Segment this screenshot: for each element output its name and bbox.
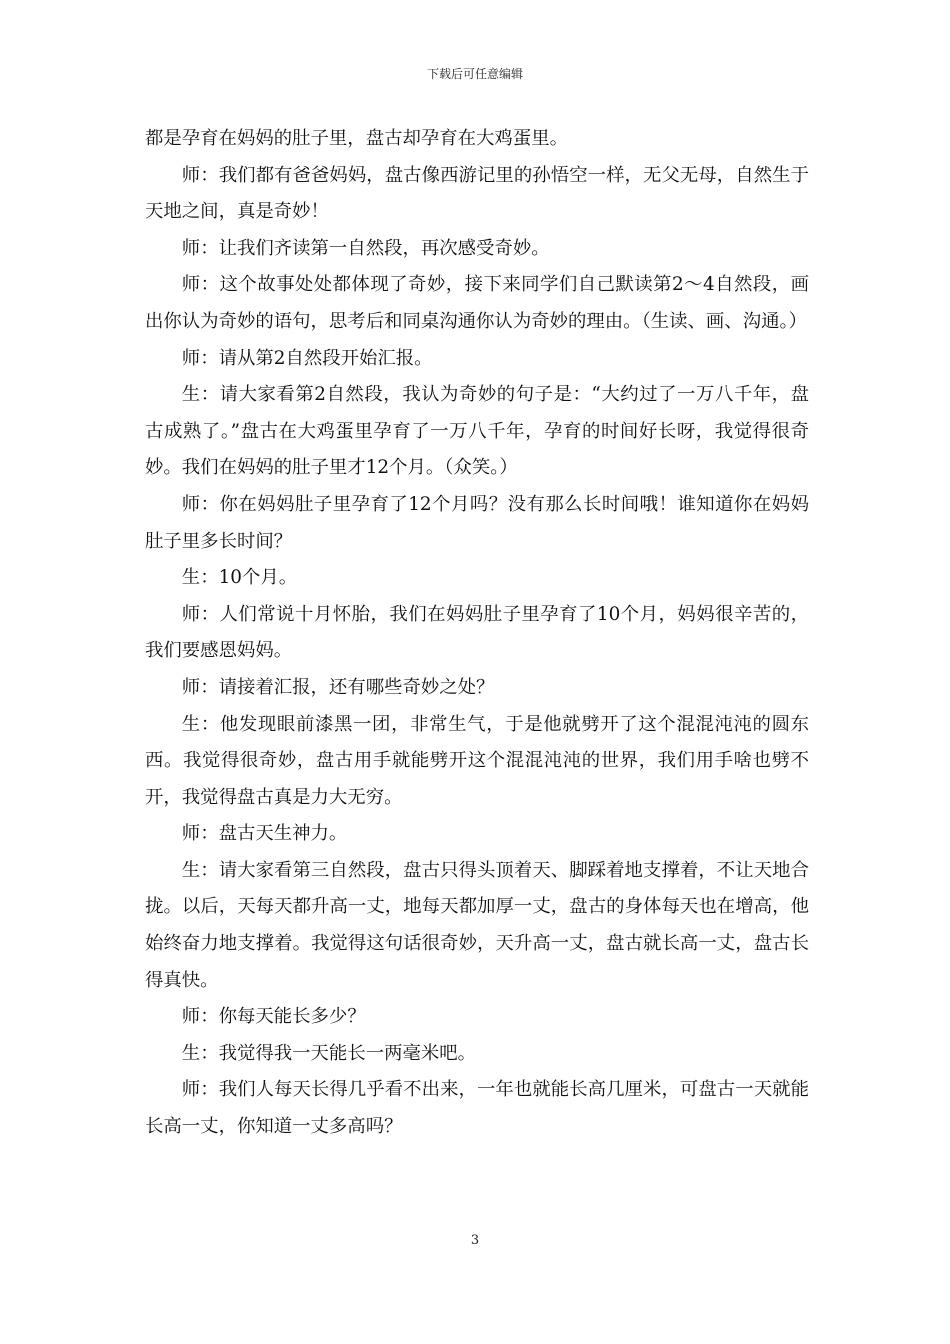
paragraph: 师：我们人每天长得几乎看不出来，一年也就能长高几厘米，可盘古一天就能长高一丈，你知道一丈多高吗？: [145, 1079, 809, 1138]
page-header: 下载后可任意编辑: [426, 67, 523, 81]
page-number: 3: [470, 1233, 480, 1248]
paragraph: 师：你在妈妈肚子里孕育了12个月吗？没有那么长时间哦！谁知道你在妈妈肚子里多长时间？: [145, 493, 809, 552]
paragraph: 师：你每天能长多少？: [181, 1006, 366, 1028]
paragraph: 师：让我们齐读第一自然段，再次感受奇妙。: [181, 237, 550, 259]
paragraph: 生：10个月。: [181, 567, 298, 589]
paragraph: 生：请大家看第2自然段，我认为奇妙的句子是：“大约过了一万八千年，盘古成熟了。”盘古在大鸡蛋里孕育了一万八千年，孕育的时间好长呀，我觉得很奇妙。我们在妈妈的肚子里才12个月。（众笑。）: [145, 384, 809, 479]
paragraph: 师：请从第2自然段开始汇报。: [181, 347, 433, 369]
paragraph: 生：他发现眼前漆黑一团，非常生气，于是他就劈开了这个混混沌沌的圆东西。我觉得很奇妙，盘古用手就能劈开这个混混沌沌的世界，我们用手啥也劈不开，我觉得盘古真是力大无穷。: [145, 713, 809, 808]
paragraph: 师：人们常说十月怀胎，我们在妈妈肚子里孕育了10个月，妈妈很辛苦的，我们要感恩妈妈。: [145, 603, 809, 662]
body-text: [145, 121, 809, 1146]
paragraph: 师：我们都有爸爸妈妈，盘古像西游记里的孙悟空一样，无父无母，自然生于天地之间，真是奇妙！: [145, 164, 809, 223]
paragraph: 生：我觉得我一天能长一两毫米吧。: [181, 1042, 477, 1064]
paragraph: 都是孕育在妈妈的肚子里，盘古却孕育在大鸡蛋里。: [145, 128, 568, 149]
paragraph: 师：盘古天生神力。: [181, 823, 348, 845]
paragraph: 师：这个故事处处都体现了奇妙，接下来同学们自己默读第2～4自然段，画出你认为奇妙的语句，思考后和同桌沟通你认为奇妙的理由。（生读、画、沟通。）: [145, 274, 809, 332]
paragraph: 师：请接着汇报，还有哪些奇妙之处？: [181, 676, 495, 698]
paragraph: 生：请大家看第三自然段，盘古只得头顶着天、脚踩着地支撑着，不让天地合拢。以后，天每天都升高一丈，地每天都加厚一丈，盘古的身体每天也在增高，他始终奋力地支撑着。我觉得这句话很奇妙，天升高一丈，盘古就长高一丈，盘古长得真快。: [145, 859, 809, 991]
